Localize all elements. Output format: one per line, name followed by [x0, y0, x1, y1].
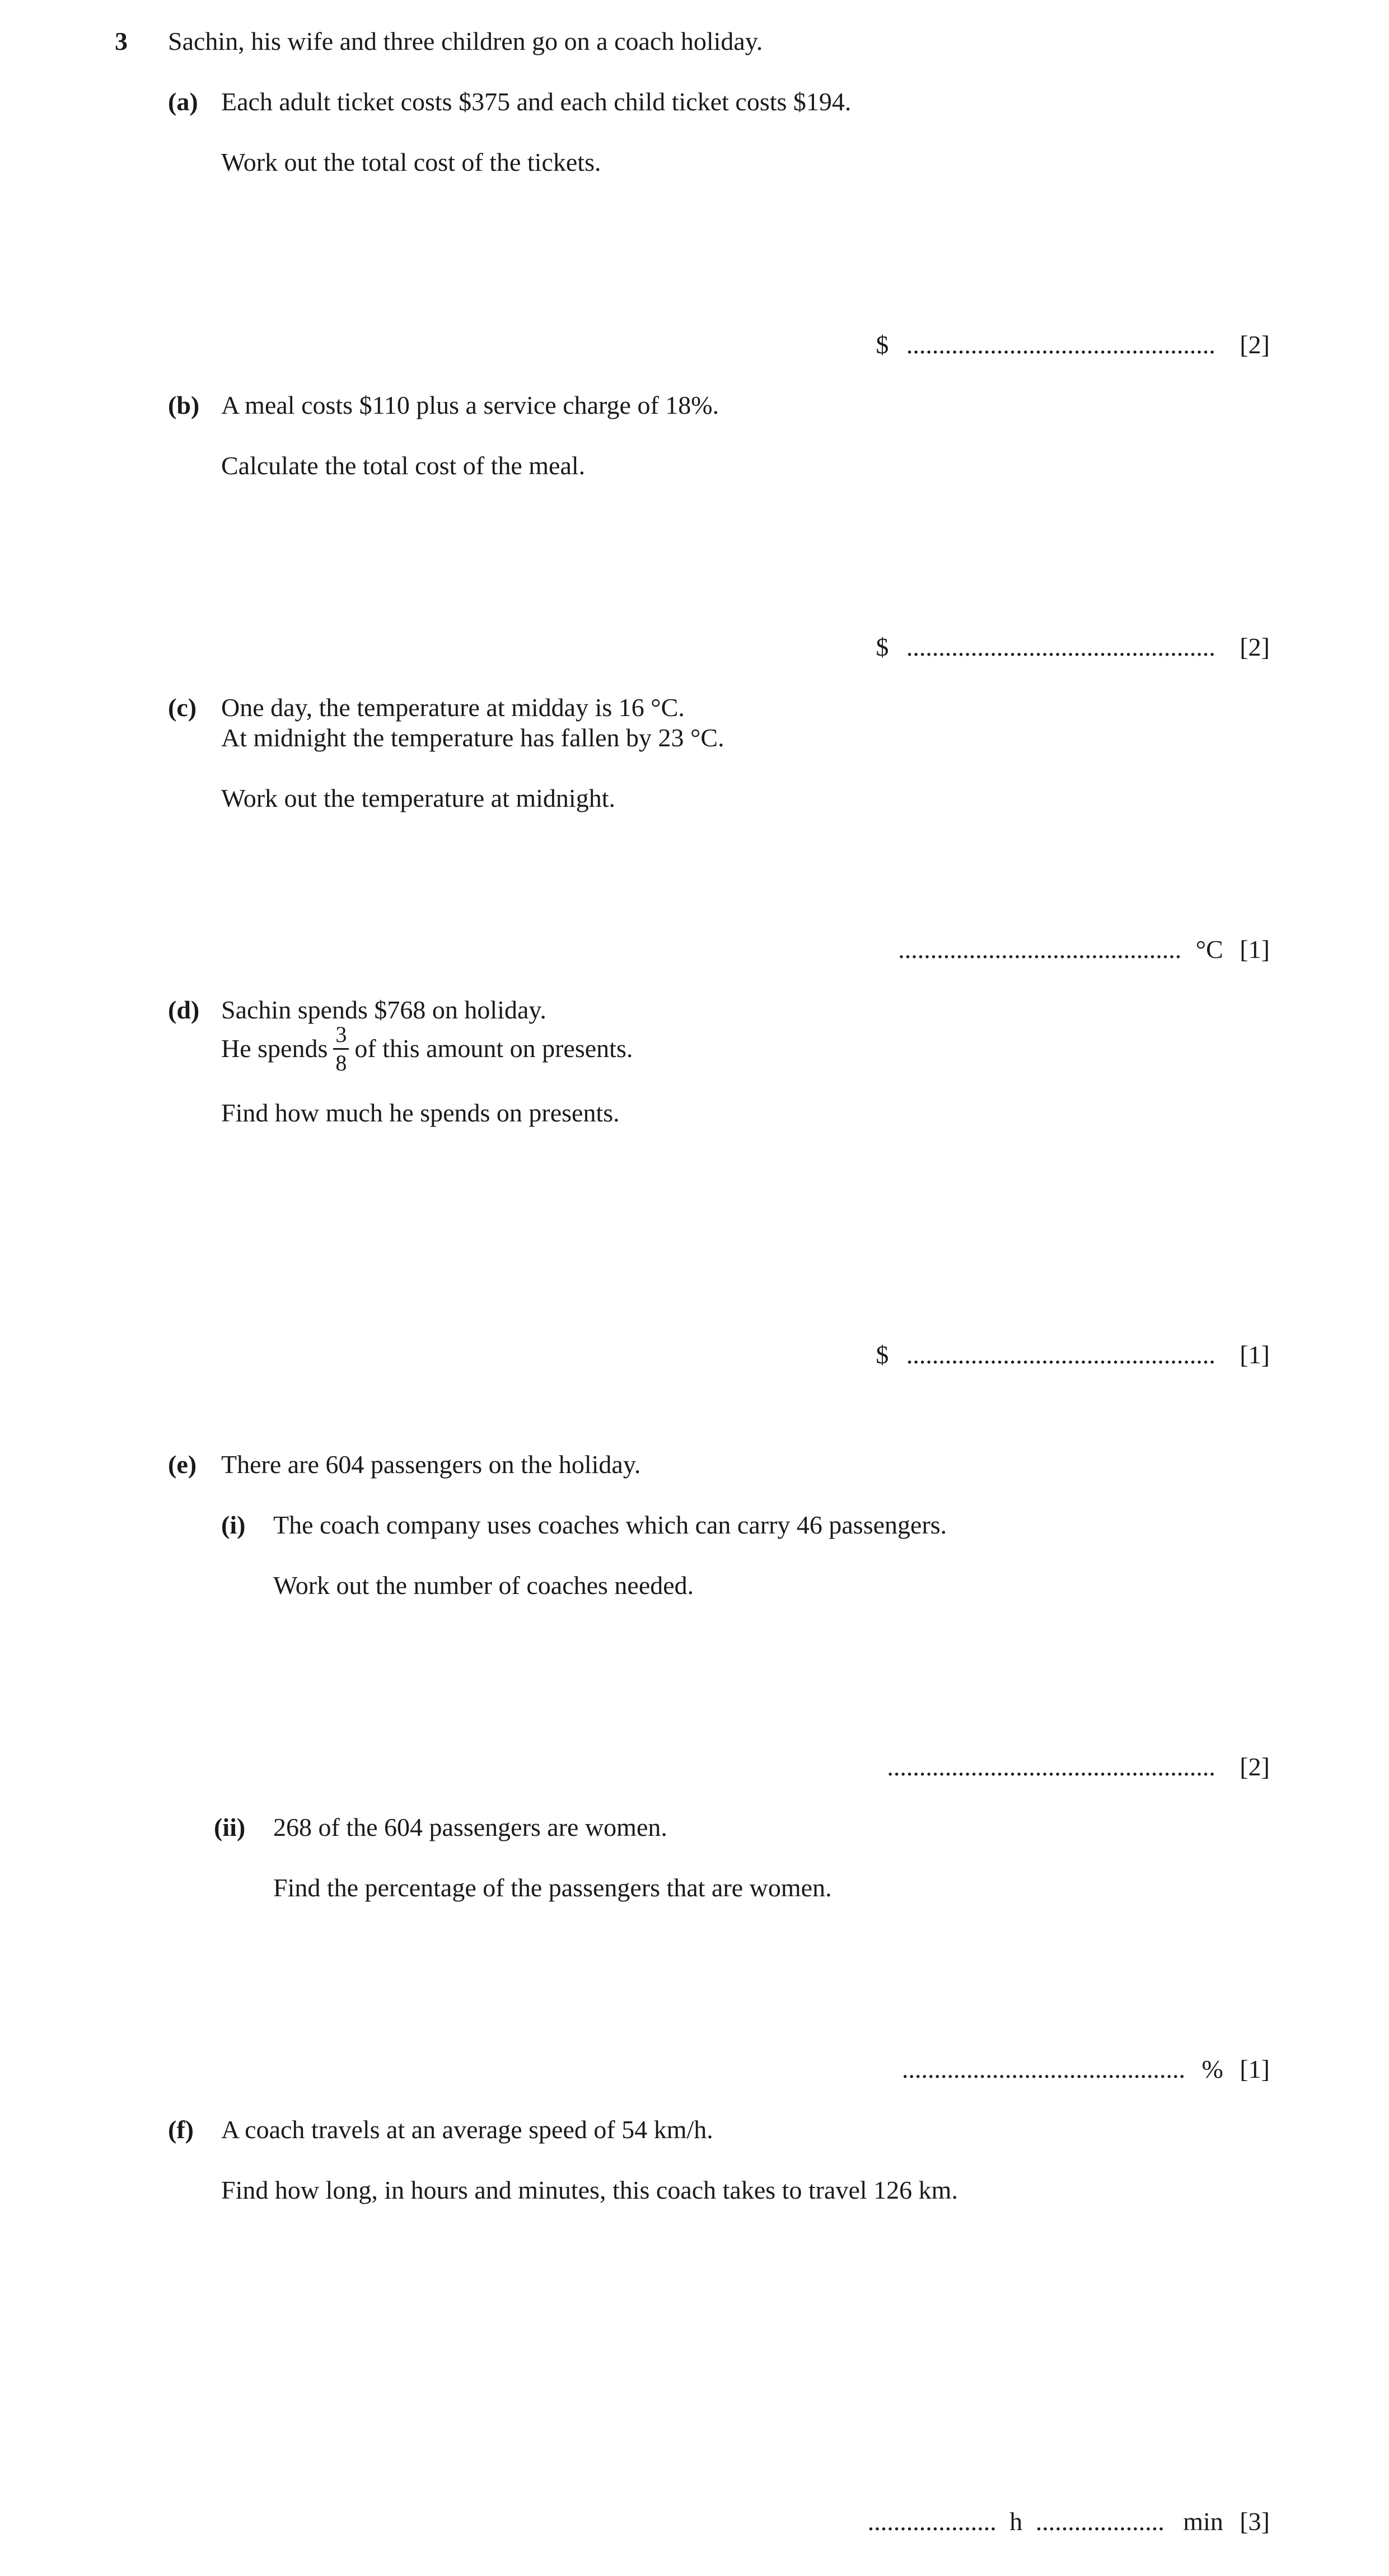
- part-e-i-instruction: Work out the number of coaches needed.: [273, 1571, 694, 1600]
- answer-dots-minutes[interactable]: ....................: [1035, 2507, 1164, 2536]
- part-c-text-1: One day, the temperature at midday is 16 °C.: [221, 693, 685, 722]
- marks: [2]: [1240, 1752, 1270, 1781]
- part-a-text: Each adult ticket costs $375 and each child ticket costs $194.: [221, 87, 852, 116]
- part-e-ii-label: (ii): [214, 1813, 246, 1841]
- marks: [1]: [1240, 1340, 1270, 1369]
- marks: [2]: [1240, 330, 1270, 359]
- part-c-answer-line: [898, 934, 1270, 965]
- part-a-instruction: Work out the total cost of the tickets.: [221, 148, 601, 176]
- question-stem: Sachin, his wife and three children go on a coach holiday.: [168, 27, 763, 55]
- part-d-answer-line: [876, 1339, 1270, 1370]
- part-e-ii-answer-line: [902, 2054, 1270, 2084]
- part-c-text-2: At midnight the temperature has fallen by 23 °C.: [221, 723, 724, 752]
- part-e-ii-text: 268 of the 604 passengers are women.: [273, 1813, 667, 1841]
- answer-dots[interactable]: ............................................: [898, 935, 1182, 964]
- part-f-instruction: Find how long, in hours and minutes, this coach takes to travel 126 km.: [221, 2176, 958, 2204]
- answer-unit-hours: h: [1009, 2507, 1023, 2536]
- part-f-label: (f): [168, 2115, 194, 2144]
- answer-dots[interactable]: ............................................: [902, 2055, 1186, 2083]
- fraction-denominator: 8: [335, 1050, 347, 1076]
- answer-dots[interactable]: ................................................: [906, 633, 1215, 661]
- part-d-text-1: Sachin spends $768 on holiday.: [221, 995, 546, 1024]
- part-b-answer-line: [876, 632, 1270, 662]
- answer-unit: °C: [1195, 935, 1223, 964]
- part-c-instruction: Work out the temperature at midnight.: [221, 784, 615, 812]
- fraction: [333, 1023, 349, 1074]
- part-d-text-2-pre: He spends: [221, 1034, 328, 1063]
- part-e-i-answer-line: [887, 1751, 1270, 1782]
- part-a-label: (a): [168, 87, 198, 116]
- part-f-answer-line: [868, 2506, 1270, 2537]
- part-e-label: (e): [168, 1450, 197, 1479]
- answer-dots[interactable]: ...................................................: [887, 1752, 1215, 1781]
- answer-prefix: $: [876, 633, 889, 661]
- part-b-instruction: Calculate the total cost of the meal.: [221, 451, 586, 480]
- part-e-i-text: The coach company uses coaches which can carry 46 passengers.: [273, 1511, 947, 1539]
- marks: [2]: [1240, 633, 1270, 661]
- answer-unit: %: [1201, 2055, 1223, 2083]
- part-a-answer-line: [876, 329, 1270, 360]
- answer-dots[interactable]: ................................................: [906, 1340, 1215, 1369]
- marks: [3]: [1240, 2507, 1270, 2536]
- answer-dots[interactable]: ................................................: [906, 330, 1215, 359]
- part-d-instruction: Find how much he spends on presents.: [221, 1098, 620, 1127]
- question-number: 3: [115, 27, 128, 55]
- marks: [1]: [1240, 935, 1270, 964]
- part-e-text: There are 604 passengers on the holiday.: [221, 1450, 641, 1479]
- part-d-text-2-post: of this amount on presents.: [354, 1034, 633, 1063]
- part-f-text: A coach travels at an average speed of 54 km/h.: [221, 2115, 713, 2144]
- part-d-text-2: [221, 1022, 633, 1077]
- fraction-numerator: 3: [333, 1023, 349, 1050]
- answer-unit-minutes: min: [1183, 2507, 1223, 2536]
- part-d-label: (d): [168, 995, 200, 1024]
- part-c-label: (c): [168, 693, 197, 722]
- answer-prefix: $: [876, 1340, 889, 1369]
- answer-prefix: $: [876, 330, 889, 359]
- part-e-i-label: (i): [221, 1511, 246, 1539]
- part-e-ii-instruction: Find the percentage of the passengers that are women.: [273, 1873, 832, 1902]
- marks: [1]: [1240, 2055, 1270, 2083]
- answer-dots-hours[interactable]: ....................: [867, 2507, 997, 2536]
- part-b-label: (b): [168, 391, 200, 419]
- part-b-text: A meal costs $110 plus a service charge of 18%.: [221, 391, 719, 419]
